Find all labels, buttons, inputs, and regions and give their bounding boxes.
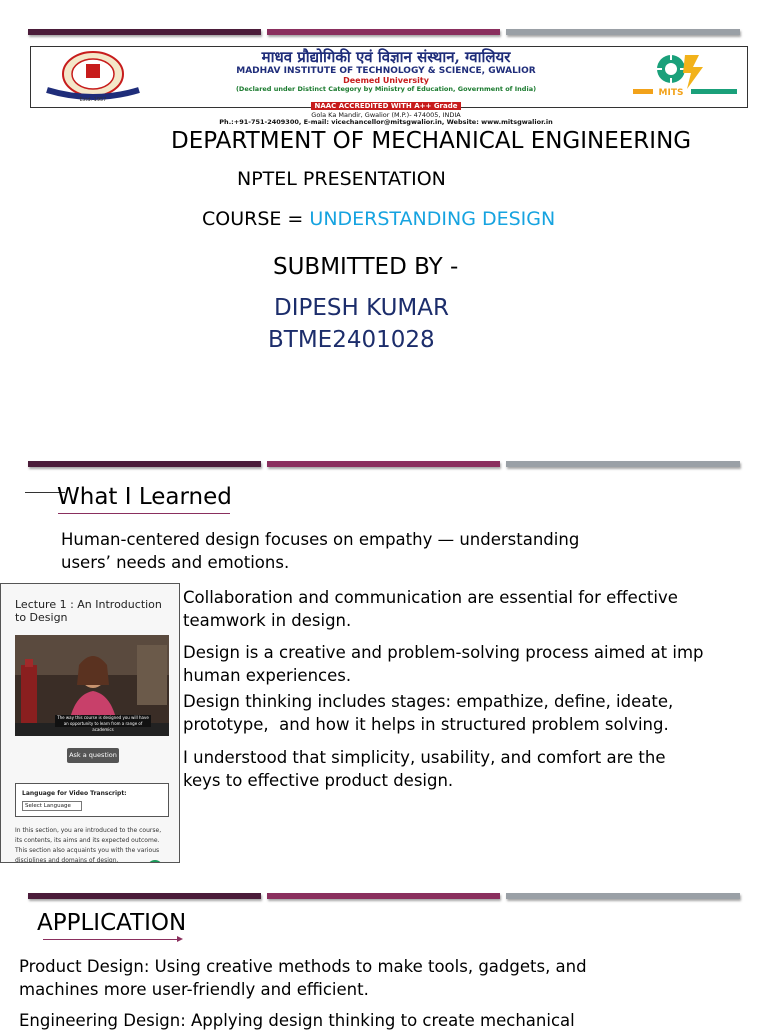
banner-hindi-title: माधव प्रौद्योगिकी एवं विज्ञान संस्थान, ग्वालियर [261, 48, 511, 66]
roll-number: BTME2401028 [268, 327, 435, 353]
top-divider-bars [28, 29, 740, 37]
ask-question-button[interactable]: Ask a question [67, 748, 119, 763]
banner-deemed: Deemed University [343, 76, 429, 85]
divider-bar-mid [267, 29, 500, 35]
learned-point: Design thinking includes stages: empathize, define, ideate, prototype, and how it helps in structured problem solving. [183, 692, 674, 734]
learned-point: Collaboration and communication are essential for effective teamwork in design. [183, 588, 678, 630]
divider-bar-grey [506, 893, 740, 899]
mits-logo-icon [633, 49, 743, 103]
bottom-divider-bars [28, 893, 740, 901]
banner-text [151, 49, 621, 126]
course-screenshot [0, 583, 180, 863]
banner-contact: Ph.:+91-751-2409300, E-mail: vicechancellor@mitsgwalior.in, Website: www.mitsgwalior.in [219, 118, 553, 126]
learned-point: Human-centered design focuses on empathy — understanding users’ needs and emotions. [61, 530, 580, 572]
divider-bar-grey [506, 461, 740, 467]
svg-text:MITS: MITS [658, 88, 684, 98]
lecture-video-thumbnail [15, 635, 169, 736]
divider-bar-dark [28, 893, 261, 899]
application-point: Product Design: Using creative methods to make tools, gadgets, and machines more user-friendly and efficient. [19, 957, 587, 999]
divider-bar-mid [267, 893, 500, 899]
divider-bar-grey [506, 29, 740, 35]
mid-divider-bars [28, 461, 740, 469]
svg-text:Estd. 1957: Estd. 1957 [79, 97, 107, 102]
application-heading: APPLICATION [37, 910, 187, 936]
heading-underline [43, 939, 180, 940]
heading-underline [58, 513, 230, 514]
language-select[interactable]: Select Language [22, 801, 82, 811]
video-caption: The way this course is designed you will have an opportunity to learn from a range of academics [55, 715, 151, 727]
banner-address: Gola Ka Mandir, Gwalior (M.P.)- 474005, INDIA [311, 111, 461, 119]
institute-seal-icon [39, 50, 147, 102]
course-prefix: COURSE = [202, 208, 310, 230]
divider-bar-mid [267, 461, 500, 467]
course-name: UNDERSTANDING DESIGN [309, 208, 556, 230]
learned-point: Design is a creative and problem-solving process aimed at imp human experiences. [183, 643, 704, 685]
arrow-head-icon [177, 936, 183, 942]
student-name: DIPESH KUMAR [274, 295, 449, 321]
submitted-by-label: SUBMITTED BY - [273, 254, 459, 280]
lecture-title: Lecture 1 : An Introduction to Design [15, 598, 162, 624]
lecture-description: In this section, you are introduced to the course, its contents, its aims and its expected outcome. This section also acquaints you with the various disciplines and domains of design. [15, 827, 162, 863]
divider-bar-dark [28, 461, 261, 467]
transcript-panel [15, 783, 169, 817]
learned-heading: What I Learned [57, 484, 232, 510]
institute-banner [30, 46, 748, 126]
transcript-label: Language for Video Transcript: [22, 790, 127, 797]
banner-declared: (Declared under Distinct Category by Ministry of Education, Government of India) [235, 85, 537, 93]
divider-bar-dark [28, 29, 261, 35]
application-point: Engineering Design: Applying design thinking to create mechanical [19, 1011, 575, 1030]
learned-point: I understood that simplicity, usability, and comfort are the keys to effective product design. [183, 748, 666, 790]
course-line [202, 208, 555, 230]
banner-naac: NAAC ACCREDITED WITH A++ Grade [311, 102, 460, 110]
department-title: DEPARTMENT OF MECHANICAL ENGINEERING [171, 128, 692, 154]
nptel-label: NPTEL PRESENTATION [237, 168, 446, 190]
banner-english-title: MADHAV INSTITUTE OF TECHNOLOGY & SCIENCE, GWALIOR [236, 66, 536, 76]
